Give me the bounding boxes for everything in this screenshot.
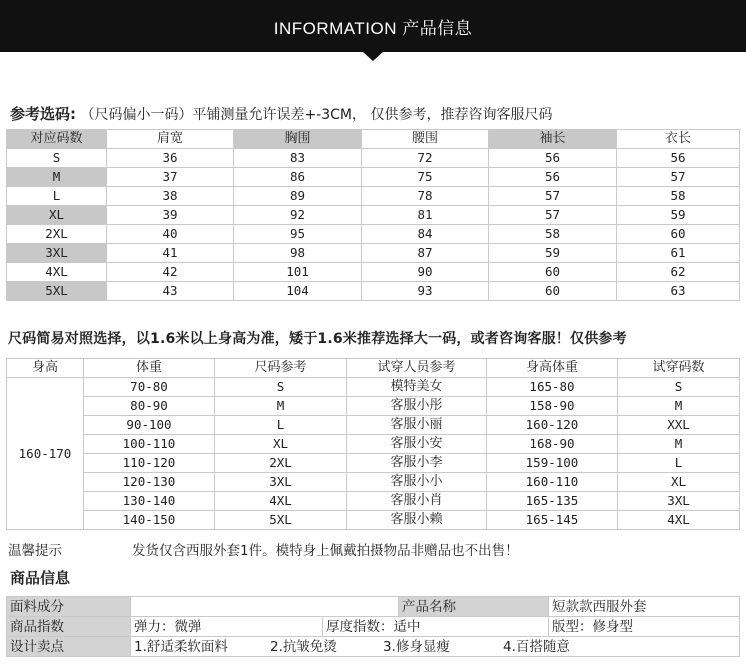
size-table-row [7,263,740,282]
size-value-cell: 38 [107,187,234,206]
fit-value-cell: 168-90 [487,435,618,454]
fit: 版型：修身型 [549,617,740,637]
size-table-header [7,130,740,149]
size-value-cell: 98 [234,244,362,263]
product-row-index [7,617,740,637]
feature-3: 3.修身显瘦 [383,638,450,655]
fit-header-cell: 尺码参考 [215,359,347,378]
fit-value-cell: M [618,397,740,416]
product-row-fabric [7,597,740,617]
name-label: 产品名称 [399,597,549,617]
size-value-cell: 58 [617,187,740,206]
size-table-row [7,149,740,168]
fit-value-cell: 3XL [618,492,740,511]
size-value-cell: 57 [489,206,617,225]
size-value-cell: 60 [489,282,617,301]
fit-value-cell: 客服小小 [347,473,487,492]
fit-guide-row [7,454,740,473]
features-label: 设计卖点 [7,637,131,657]
size-code-cell: 3XL [7,244,107,263]
fit-value-cell: XXL [618,416,740,435]
size-code-cell: 5XL [7,282,107,301]
fit-value-cell: 165-80 [487,378,618,397]
banner-title: INFORMATION 产品信息 [273,19,473,38]
size-value-cell: 57 [489,187,617,206]
size-value-cell: 60 [617,225,740,244]
feature-2: 2.抗皱免烫 [270,638,337,655]
fit-value-cell: 158-90 [487,397,618,416]
fit-value-cell: 120-130 [84,473,215,492]
fit-value-cell: 70-80 [84,378,215,397]
fit-value-cell: 客服小安 [347,435,487,454]
fit-value-cell: 4XL [618,511,740,530]
size-value-cell: 57 [617,168,740,187]
fit-value-cell: M [215,397,347,416]
size-code-cell: L [7,187,107,206]
info-banner [0,0,746,52]
size-header-cell: 衣长 [617,130,740,149]
fit-guide-title: 尺码简易对照选择，以1.6米以上身高为准，矮于1.6米推荐选择大一码，或者咨询客服！仅供参考 [8,331,627,347]
fit-value-cell: 130-140 [84,492,215,511]
height-range-cell: 160-170 [7,378,84,530]
fit-value-cell: 4XL [215,492,347,511]
banner-arrow [363,52,383,61]
fit-guide-row [7,473,740,492]
product-row-features [7,637,740,657]
size-value-cell: 61 [617,244,740,263]
fit-value-cell: 100-110 [84,435,215,454]
size-header-cell: 对应码数 [7,130,107,149]
fit-header-cell: 试穿人员参考 [347,359,487,378]
size-value-cell: 43 [107,282,234,301]
size-value-cell: 75 [362,168,489,187]
size-ref-heading [10,103,552,124]
fit-value-cell: 5XL [215,511,347,530]
size-value-cell: 90 [362,263,489,282]
size-table [6,129,740,301]
fit-value-cell: 159-100 [487,454,618,473]
size-value-cell: 42 [107,263,234,282]
tip-label: 温馨提示 [8,543,62,559]
size-value-cell: 58 [489,225,617,244]
fit-value-cell: 客服小丽 [347,416,487,435]
size-value-cell: 84 [362,225,489,244]
elasticity: 弹力：微弹 [131,617,323,637]
fit-value-cell: S [215,378,347,397]
fit-value-cell: 160-120 [487,416,618,435]
size-value-cell: 93 [362,282,489,301]
fit-guide-row [7,492,740,511]
size-table-row [7,282,740,301]
product-info-table [6,596,740,657]
fit-value-cell: 客服小彤 [347,397,487,416]
fit-value-cell: 模特美女 [347,378,487,397]
size-code-cell: 2XL [7,225,107,244]
size-value-cell: 78 [362,187,489,206]
size-value-cell: 36 [107,149,234,168]
size-code-cell: M [7,168,107,187]
fit-guide-header [7,359,740,378]
size-header-cell: 袖长 [489,130,617,149]
fit-header-cell: 身高 [7,359,84,378]
size-value-cell: 83 [234,149,362,168]
fit-value-cell: 165-145 [487,511,618,530]
tip-text: 发货仅含西服外套1件。模特身上佩戴拍摄物品非赠品也不出售！ [132,543,519,559]
size-value-cell: 37 [107,168,234,187]
fit-value-cell: 客服小赖 [347,511,487,530]
fit-guide-row [7,416,740,435]
size-value-cell: 40 [107,225,234,244]
size-value-cell: 59 [617,206,740,225]
size-value-cell: 87 [362,244,489,263]
fit-value-cell: M [618,435,740,454]
fit-value-cell: 110-120 [84,454,215,473]
size-value-cell: 95 [234,225,362,244]
size-header-cell: 腰围 [362,130,489,149]
size-table-row [7,206,740,225]
feature-4: 4.百搭随意 [503,638,570,655]
fit-value-cell: XL [618,473,740,492]
size-value-cell: 63 [617,282,740,301]
fit-value-cell: L [215,416,347,435]
size-value-cell: 72 [362,149,489,168]
fit-value-cell: 160-110 [487,473,618,492]
size-table-row [7,225,740,244]
size-value-cell: 62 [617,263,740,282]
fit-value-cell: 客服小肖 [347,492,487,511]
fit-value-cell: L [618,454,740,473]
size-value-cell: 81 [362,206,489,225]
fit-header-cell: 身高体重 [487,359,618,378]
product-info-title: 商品信息 [10,569,71,587]
thickness: 厚度指数：适中 [323,617,549,637]
features-cell [131,637,740,657]
fabric-label: 面料成分 [7,597,131,617]
size-value-cell: 59 [489,244,617,263]
fit-guide-table [6,358,740,530]
size-value-cell: 92 [234,206,362,225]
size-ref-label: 参考选码: [10,105,76,123]
size-value-cell: 86 [234,168,362,187]
size-table-row [7,168,740,187]
fit-guide-row [7,511,740,530]
size-header-cell: 肩宽 [107,130,234,149]
size-header-cell: 胸围 [234,130,362,149]
size-table-row [7,187,740,206]
size-value-cell: 101 [234,263,362,282]
fit-header-cell: 体重 [84,359,215,378]
fabric-value [131,597,399,617]
fit-value-cell: 80-90 [84,397,215,416]
fit-header-cell: 试穿码数 [618,359,740,378]
fit-value-cell: XL [215,435,347,454]
fit-value-cell: 3XL [215,473,347,492]
fit-value-cell: 165-135 [487,492,618,511]
size-value-cell: 56 [489,149,617,168]
fit-guide-row [7,435,740,454]
size-value-cell: 41 [107,244,234,263]
size-value-cell: 104 [234,282,362,301]
size-code-cell: XL [7,206,107,225]
size-value-cell: 39 [107,206,234,225]
fit-guide-row [7,397,740,416]
name-value: 短款款西服外套 [549,597,740,617]
fit-value-cell: 140-150 [84,511,215,530]
size-value-cell: 89 [234,187,362,206]
fit-guide-row [7,378,740,397]
size-code-cell: 4XL [7,263,107,282]
fit-value-cell: 90-100 [84,416,215,435]
size-table-row [7,244,740,263]
size-code-cell: S [7,149,107,168]
size-value-cell: 60 [489,263,617,282]
size-value-cell: 56 [489,168,617,187]
size-ref-note: （尺码偏小一码）平铺测量允许误差+-3CM， 仅供参考，推荐咨询客服尺码 [80,107,553,123]
fit-value-cell: 客服小李 [347,454,487,473]
fit-value-cell: 2XL [215,454,347,473]
index-label: 商品指数 [7,617,131,637]
feature-1: 1.舒适柔软面料 [134,638,228,655]
size-value-cell: 56 [617,149,740,168]
fit-value-cell: S [618,378,740,397]
